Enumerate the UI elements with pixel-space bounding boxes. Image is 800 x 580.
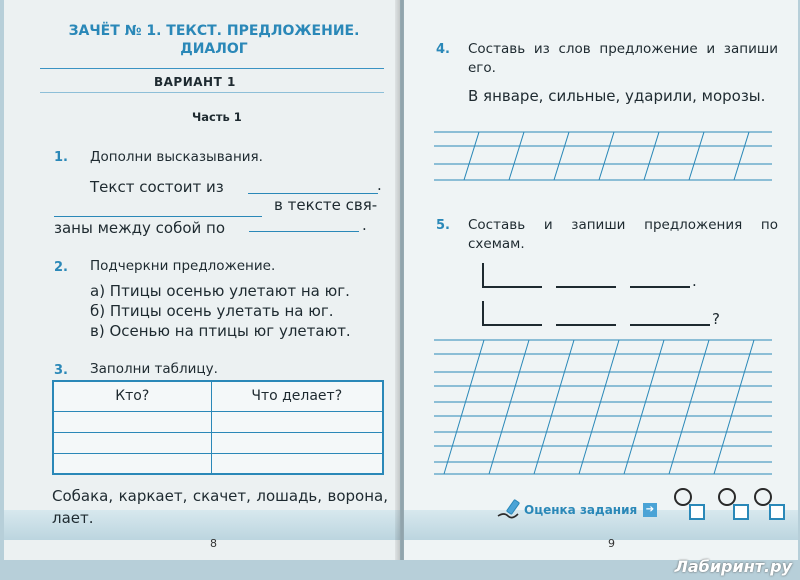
task2-number: 2. [54,260,68,275]
right-page [404,0,798,560]
task1-number: 1. [54,150,68,165]
task1-line3-end: . [362,216,367,234]
table-cell[interactable] [53,432,211,453]
page-number-left: 8 [210,537,217,550]
task2-option-a[interactable]: а) Птицы осенью улетают на юг. [90,282,350,300]
task1-answer-line-2[interactable] [54,203,262,217]
page-number-right: 9 [608,537,615,550]
part-label: Часть 1 [192,110,242,124]
task5-writing-lines[interactable] [434,336,774,478]
table-cell[interactable] [53,453,211,474]
scheme1-segment [630,286,690,288]
task1-prompt: Дополни высказывания. [90,149,263,165]
table-cell[interactable] [211,453,383,474]
task3-number: 3. [54,363,68,378]
task4-prompt: Составь из слов предложение и запиши его. [468,41,778,76]
scheme2-segment [630,324,710,326]
neutral-checkbox[interactable] [733,504,749,520]
table-header-who: Кто? [53,381,211,411]
left-page [4,0,400,560]
task5-number: 5. [436,218,450,233]
task5-prompt: Составь и запиши предложения по схемам. [468,217,778,252]
watermark-logo: Лабиринт.ру [674,557,792,576]
task1-answer-line-3[interactable] [249,218,359,232]
test-title: ЗАЧЁТ № 1. ТЕКСТ. ПРЕДЛОЖЕНИЕ. ДИАЛОГ [68,23,360,57]
word-list: Собака, каркает, скачет, лошадь, ворона, лает. [52,487,388,527]
task1-line2-text: в тексте свя- [274,196,378,214]
task1-answer-line-1[interactable] [248,180,378,194]
scheme2-segment [556,324,616,326]
task1-line1-text: Текст состоит из [90,178,224,196]
task1-line1-end: . [377,176,382,194]
who-what-table [52,380,384,475]
happy-checkbox[interactable] [769,504,785,520]
table-header-what: Что делает? [211,381,383,411]
scheme1-segment [556,286,616,288]
scheme1-segment [482,286,542,288]
sad-checkbox[interactable] [689,504,705,520]
assessment-label: Оценка задания [524,503,638,517]
variant-rule [40,92,384,93]
task2-option-c[interactable]: в) Осенью на птицы юг улетают. [90,322,351,340]
task4-words: В январе, сильные, ударили, морозы. [468,87,766,105]
scheme1-end-mark: . [692,272,697,290]
task2-option-b[interactable]: б) Птицы осень улетать на юг. [90,302,334,320]
scheme2-segment [482,324,542,326]
table-cell[interactable] [211,411,383,432]
title-rule [40,68,384,69]
task3-prompt: Заполни таблицу. [90,361,218,377]
table-cell[interactable] [53,411,211,432]
scheme1-bracket [482,263,484,287]
task4-number: 4. [436,42,450,57]
scheme2-end-mark: ? [712,310,720,328]
scheme2-bracket [482,301,484,325]
table-cell[interactable] [211,432,383,453]
task1-line3-text: заны между собой по [54,219,226,237]
task2-prompt: Подчеркни предложение. [90,258,276,274]
variant-label: ВАРИАНТ 1 [154,75,236,89]
task4-writing-lines[interactable] [434,128,774,186]
pencil-icon [496,498,522,520]
arrow-right-icon: ➔ [643,503,657,517]
